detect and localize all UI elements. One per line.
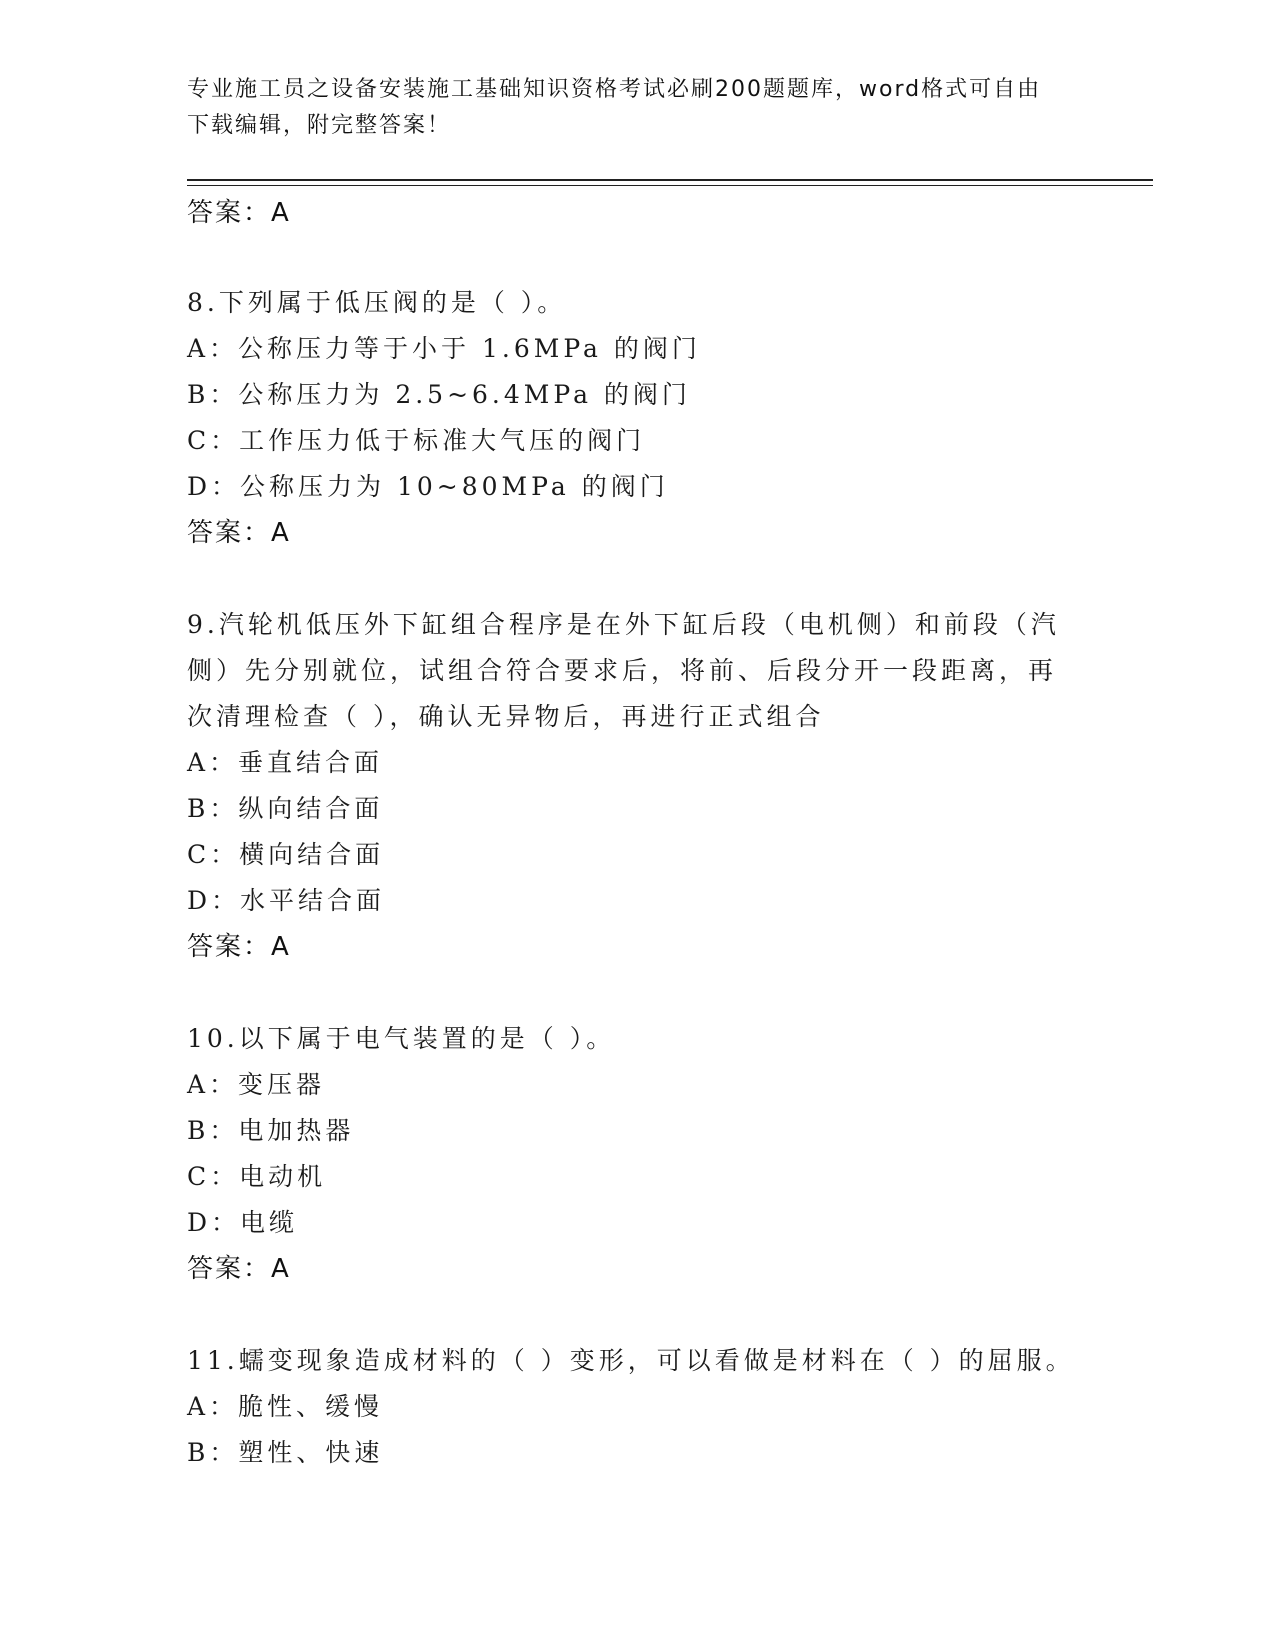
question-block <box>187 1016 1067 1292</box>
spacer <box>187 556 1067 602</box>
header-divider-thin <box>187 185 1153 186</box>
question-text: 次清理检查（ ），确认无异物后，再进行正式组合 <box>187 702 825 731</box>
question-text: 8.下列属于低压阀的是（ ）。 <box>187 288 567 317</box>
option-c: C：横向结合面 <box>187 840 385 869</box>
option-a: A：公称压力等于小于 1.6MPa 的阀门 <box>187 334 701 363</box>
question-block <box>187 602 1067 970</box>
option-b: B：纵向结合面 <box>187 794 384 823</box>
spacer <box>187 1292 1067 1338</box>
question-text: 侧）先分别就位，试组合符合要求后，将前、后段分开一段距离，再 <box>187 656 1058 685</box>
option-c: C：工作压力低于标准大气压的阀门 <box>187 426 646 455</box>
option-a: A：垂直结合面 <box>187 748 384 777</box>
question-list <box>187 190 1075 1476</box>
option-d: D：电缆 <box>187 1208 299 1237</box>
option-d: D：公称压力为 10~80MPa 的阀门 <box>187 472 669 501</box>
answer-line: 答案：A <box>187 932 291 962</box>
question-text: 10.以下属于电气装置的是（ ）。 <box>187 1024 616 1053</box>
question-text: 11.蠕变现象造成材料的（ ）变形，可以看做是材料在（ ）的屈服。 <box>187 1346 1075 1375</box>
document-header <box>187 72 1067 144</box>
answer-line: 答案：A <box>187 1254 291 1284</box>
option-a: A：脆性、缓慢 <box>187 1392 384 1421</box>
option-b: B：公称压力为 2.5~6.4MPa 的阀门 <box>187 380 691 409</box>
previous-answer: 答案：A <box>187 198 291 228</box>
header-line-2: 下载编辑，附完整答案！ <box>187 113 452 138</box>
question-block <box>187 1338 1075 1476</box>
header-line-1: 专业施工员之设备安装施工基础知识资格考试必刷200题题库，word格式可自由 <box>187 77 1042 102</box>
spacer <box>187 970 1067 1016</box>
answer-line: 答案：A <box>187 518 291 548</box>
question-block <box>187 280 1067 556</box>
option-d: D：水平结合面 <box>187 886 386 915</box>
option-a: A：变压器 <box>187 1070 326 1099</box>
option-b: B：电加热器 <box>187 1116 355 1145</box>
header-divider-thick <box>187 179 1153 181</box>
spacer <box>187 236 1067 280</box>
option-b: B：塑性、快速 <box>187 1438 384 1467</box>
option-c: C：电动机 <box>187 1162 327 1191</box>
question-text: 9.汽轮机低压外下缸组合程序是在外下缸后段（电机侧）和前段（汽 <box>187 610 1060 639</box>
